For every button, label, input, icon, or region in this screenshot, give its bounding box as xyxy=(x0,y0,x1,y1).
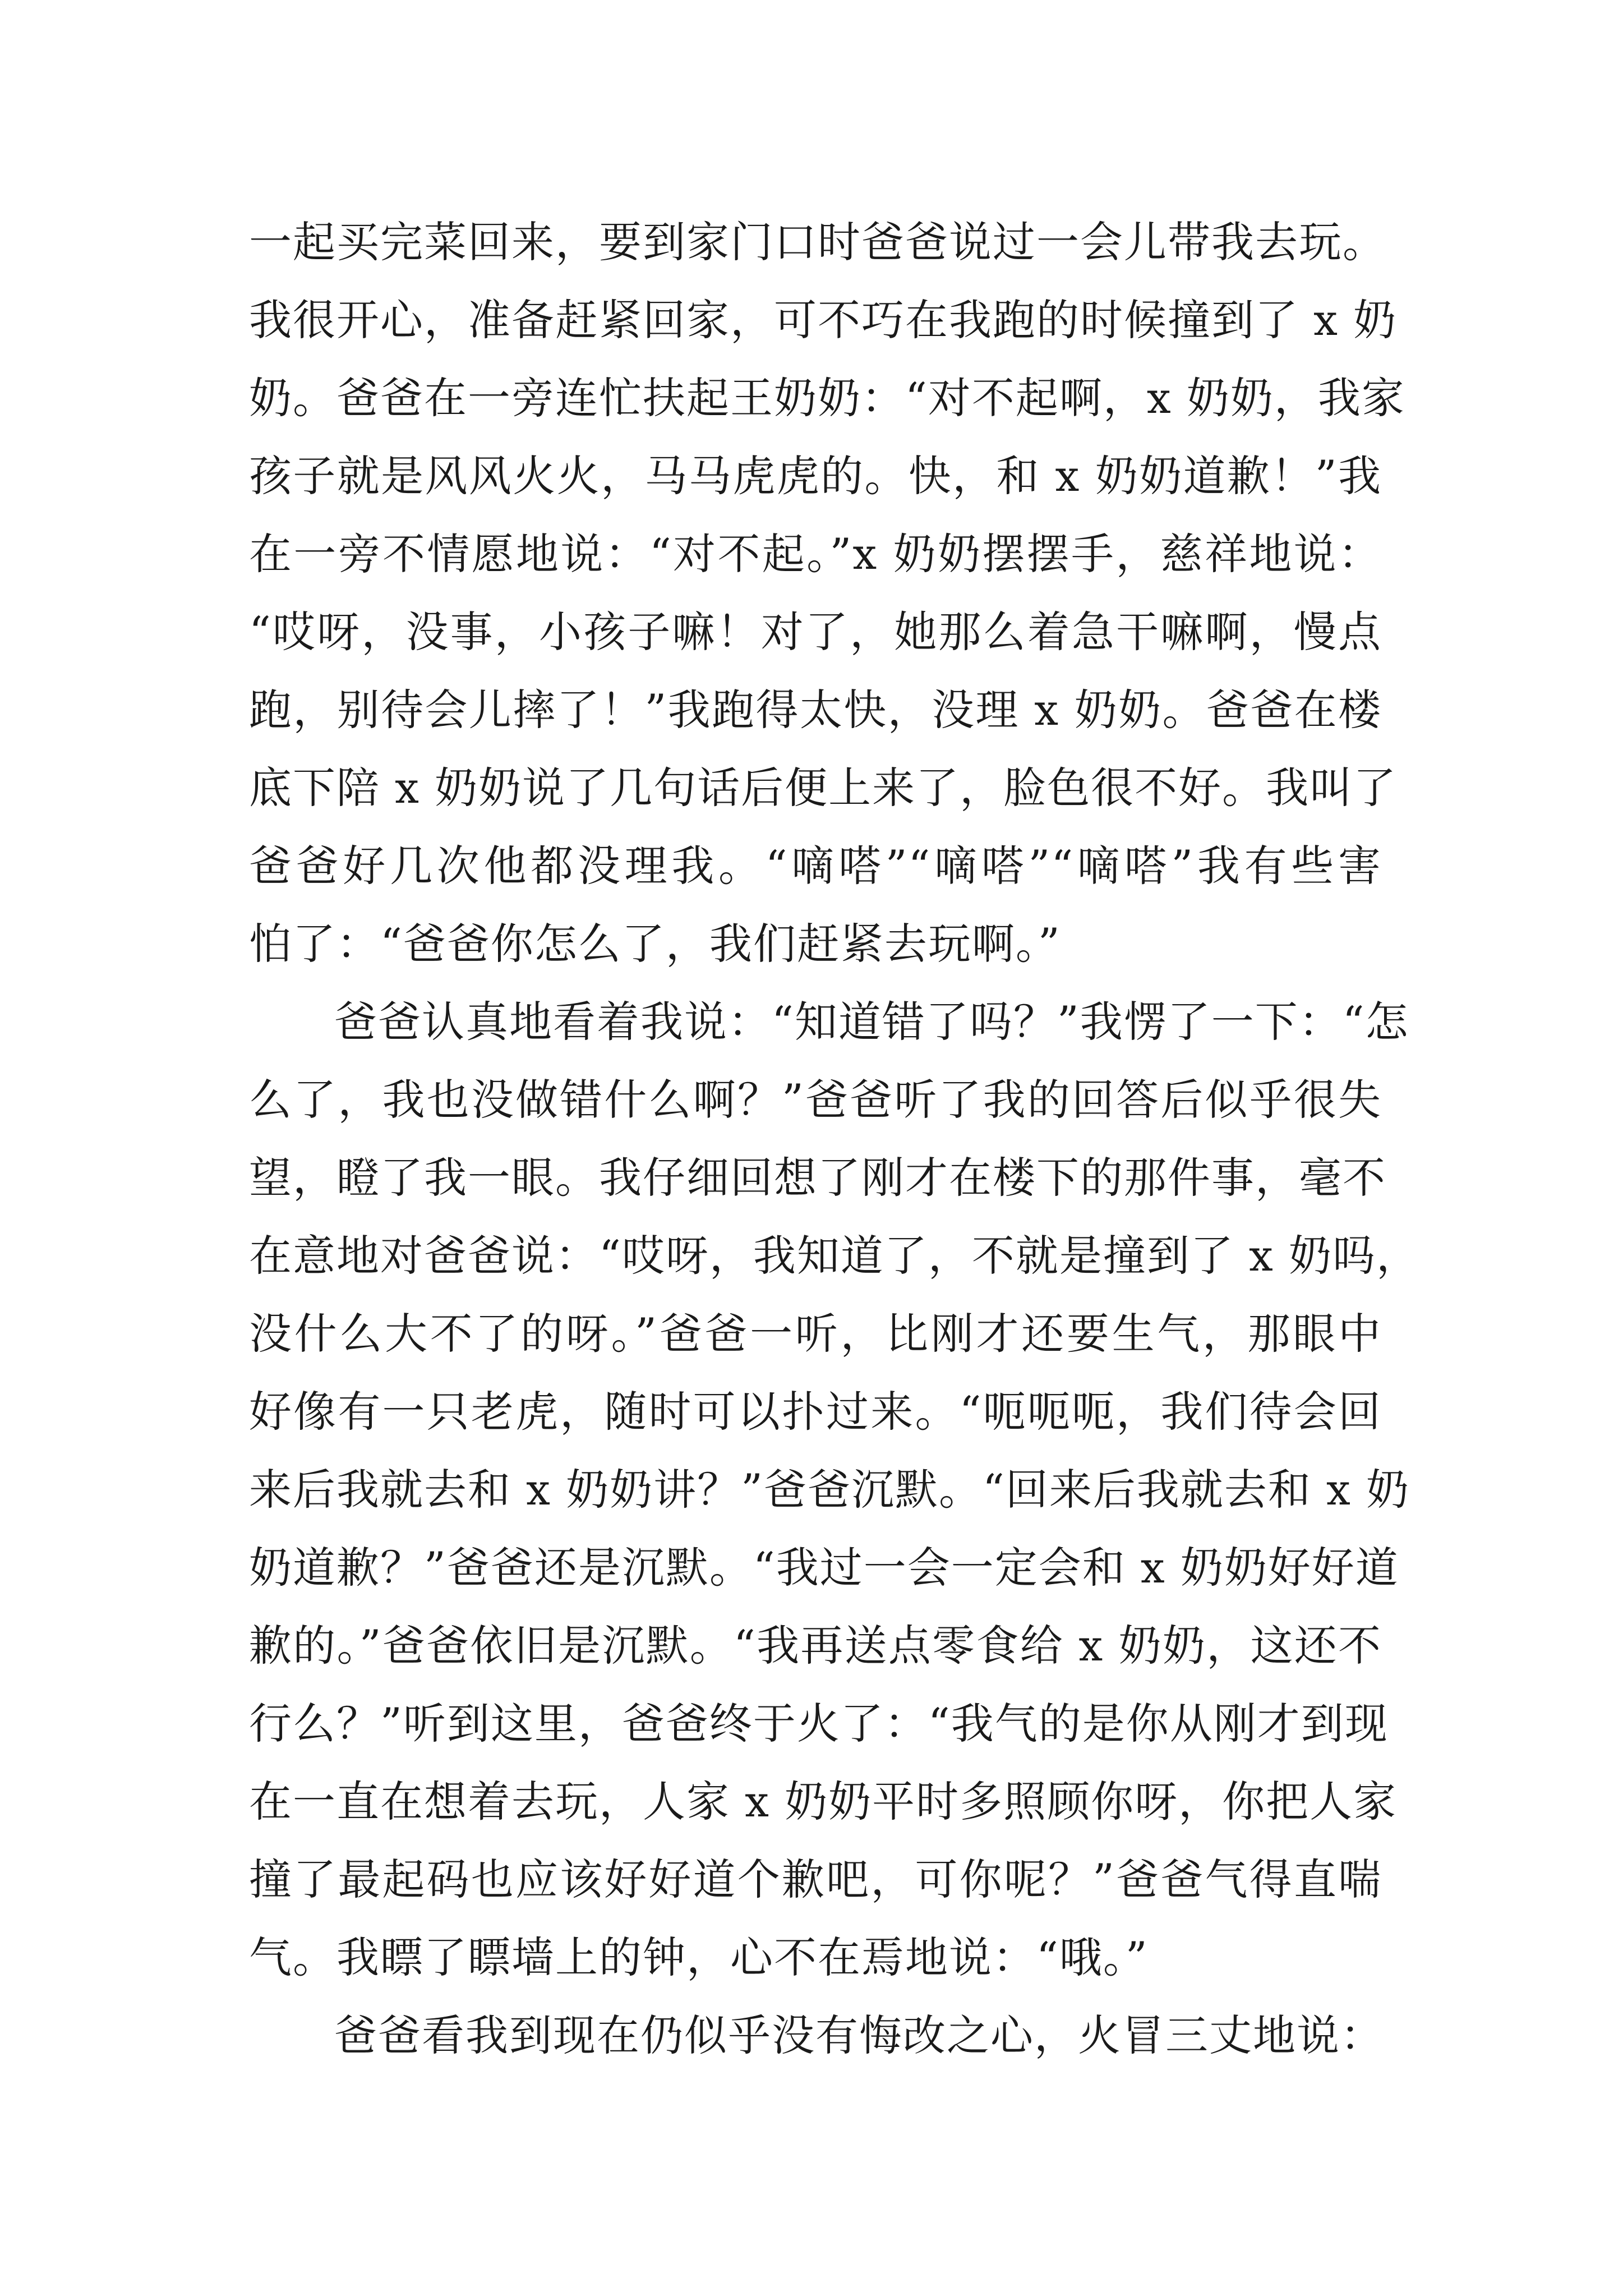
text-line: 一起买完菜回来，要到家门口时爸爸说过一会儿带我去玩。 xyxy=(249,217,1386,267)
text-line: “哎呀，没事，小孩子嘛！对了，她那么着急干嘛啊，慢点 xyxy=(249,607,1382,657)
text-line: 撞了最起码也应该好好道个歉吧，可你呢？”爸爸气得直喘 xyxy=(249,1855,1382,1904)
text-line: 爸爸好几次他都没理我。“嘀嗒”“嘀嗒”“嘀嗒”我有些害 xyxy=(249,841,1382,891)
text-line: 在意地对爸爸说：“哎呀，我知道了，不就是撞到了 x 奶吗， xyxy=(249,1231,1421,1281)
text-line: 爸爸认真地看着我说：“知道错了吗？”我愣了一下：“怎 xyxy=(334,997,1409,1047)
text-line: 跑，别待会儿摔了！”我跑得太快，没理 x 奶奶。爸爸在楼 xyxy=(249,685,1382,735)
text-line: 爸爸看我到现在仍似乎没有悔改之心，火冒三丈地说： xyxy=(334,2010,1384,2060)
text-line: 行么？”听到这里，爸爸终于火了：“我气的是你从刚才到现 xyxy=(249,1699,1389,1749)
text-line: 没什么大不了的呀。”爸爸一听，比刚才还要生气，那眼中 xyxy=(249,1309,1382,1359)
text-line: 在一直在想着去玩，人家 x 奶奶平时多照顾你呀，你把人家 xyxy=(249,1777,1398,1826)
text-line: 气。我瞟了瞟墙上的钟，心不在焉地说：“哦。” xyxy=(249,1932,1149,1982)
text-line: 来后我就去和 x 奶奶讲？”爸爸沉默。“回来后我就去和 x 奶 xyxy=(249,1465,1410,1515)
text-line: 在一旁不情愿地说：“对不起。”x 奶奶摆摆手，慈祥地说： xyxy=(249,529,1382,579)
text-line: 底下陪 x 奶奶说了几句话后便上来了，脸色很不好。我叫了 xyxy=(249,763,1398,813)
text-line: 怕了：“爸爸你怎么了，我们赶紧去玩啊。” xyxy=(249,919,1061,969)
text-line: 我很开心，准备赶紧回家，可不巧在我跑的时候撞到了 x 奶 xyxy=(249,295,1398,345)
text-line: 好像有一只老虎，随时可以扑过来。“呃呃呃，我们待会回 xyxy=(249,1387,1382,1437)
body-text xyxy=(249,203,1421,2074)
text-line: 奶道歉？”爸爸还是沉默。“我过一会一定会和 x 奶奶好好道 xyxy=(249,1543,1399,1593)
text-line: 么了，我也没做错什么啊？”爸爸听了我的回答后似乎很失 xyxy=(249,1075,1382,1125)
text-line: 歉的。”爸爸依旧是沉默。“我再送点零食给 x 奶奶，这还不 xyxy=(249,1621,1382,1671)
text-line: 孩子就是风风火火，马马虎虎的。快，和 x 奶奶道歉！”我 xyxy=(249,451,1382,501)
text-line: 奶。爸爸在一旁连忙扶起王奶奶：“对不起啊，x 奶奶，我家 xyxy=(249,373,1405,423)
text-line: 望，瞪了我一眼。我仔细回想了刚才在楼下的那件事，毫不 xyxy=(249,1153,1386,1203)
